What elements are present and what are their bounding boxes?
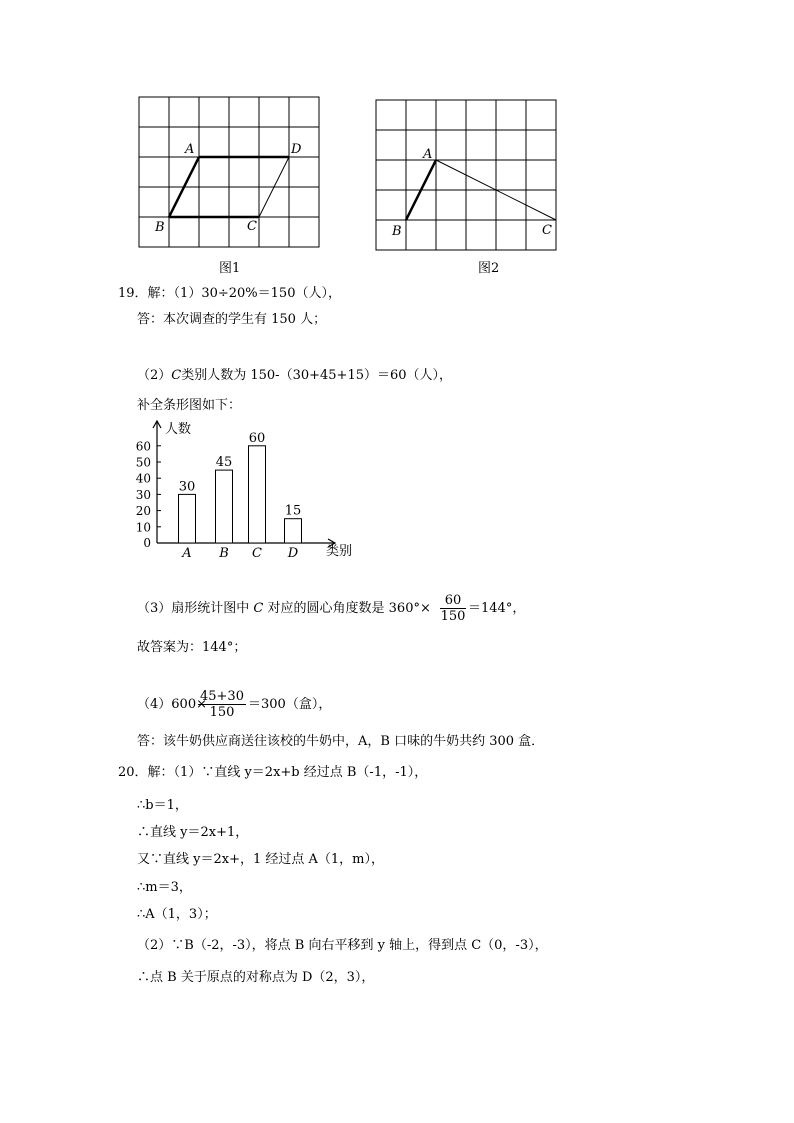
q20-line2: ∴b＝1， [137, 798, 188, 813]
q19-number: 19．解：（1）30÷20%＝150（人）， [118, 286, 341, 301]
q19-part3-result: ＝144°， [468, 601, 526, 616]
x-label-D: D [287, 546, 299, 561]
fig2-label-C: C [542, 223, 552, 238]
y-tick-label: 60 [135, 439, 151, 454]
value-label-B: 45 [215, 455, 233, 471]
y-tick-label: 10 [135, 520, 151, 535]
bar-A [179, 494, 196, 543]
y-tick-label: 40 [135, 471, 151, 486]
chart-bars [179, 446, 302, 543]
fig2-label-B: B [392, 224, 402, 239]
q19-part4: （4）600× [137, 697, 207, 712]
value-label-A: 30 [178, 479, 196, 495]
fig1-label-B: B [155, 220, 165, 235]
fig2-caption: 图2 [478, 261, 500, 276]
fig1-caption: 图1 [219, 261, 241, 276]
q20-line8: ∴点 B 关于原点的对称点为 D（2，3）， [137, 970, 375, 985]
q20-line7: （2）∵B（-2，-3），将点 B 向右平移到 y 轴上，得到点 C（0，-3）， [137, 938, 548, 953]
q20-line3: ∴直线 y＝2x+1， [137, 825, 249, 840]
y-tick-label: 20 [135, 504, 151, 519]
q19-part2-note: 补全条形图如下： [137, 398, 242, 413]
fig1-gridlines [139, 97, 319, 247]
q19-part3: （3）扇形统计图中 C 对应的圆心角度数是 360°× [137, 601, 431, 616]
q19-part1: （1）30÷20%＝150（人）， [173, 286, 341, 301]
y-tick-label: 30 [135, 487, 151, 502]
value-label-C: 60 [248, 430, 266, 446]
q20-line5: ∴m＝3， [137, 880, 192, 895]
bar-D [285, 519, 302, 543]
x-label-C: C [252, 546, 262, 561]
x-label-B: B [219, 546, 229, 561]
q19-answer1: 答：本次调查的学生有 150 人； [137, 312, 327, 327]
x-label-A: A [182, 546, 192, 561]
y-tick-label: 0 [143, 536, 151, 550]
q19-part4-result: ＝300（盒）， [248, 697, 332, 712]
bar-B [216, 470, 233, 543]
q19-part3-fraction: $\frac{60}{150}$ [440, 593, 466, 624]
figure-1-grid [0, 0, 794, 300]
q20-line6: ∴A（1，3）； [137, 907, 217, 922]
fig2-label-A: A [423, 147, 433, 162]
y-tick-label: 50 [135, 455, 151, 470]
q20-line4: 又∵直线 y＝2x+，1 经过点 A（1，m）， [137, 852, 384, 867]
q19-part4-fraction: $\frac{45+30}{150}$ [198, 689, 246, 720]
chart-x-labels [181, 546, 298, 561]
value-label-D: 15 [284, 503, 302, 519]
bar-C [249, 446, 266, 543]
fig1-label-D: D [291, 142, 302, 157]
chart-x-axis-label: 类别 [326, 544, 353, 559]
fig1-label-C: C [247, 219, 257, 234]
bar-chart [130, 418, 370, 563]
q19-part2: （2）C类别人数为 150-（30+45+15）＝60（人）， [137, 368, 453, 383]
chart-y-axis-label: 人数 [165, 422, 192, 437]
q20-line1: 20．解：（1）∵直线 y＝2x+b 经过点 B（-1，-1）， [118, 765, 428, 780]
chart-value-labels [179, 431, 302, 519]
q19-answer4: 答：该牛奶供应商送往该校的牛奶中，A，B 口味的牛奶共约 300 盒． [137, 734, 545, 749]
q19-answer3: 故答案为：144°； [137, 640, 247, 655]
fig1-label-A: A [185, 142, 195, 157]
